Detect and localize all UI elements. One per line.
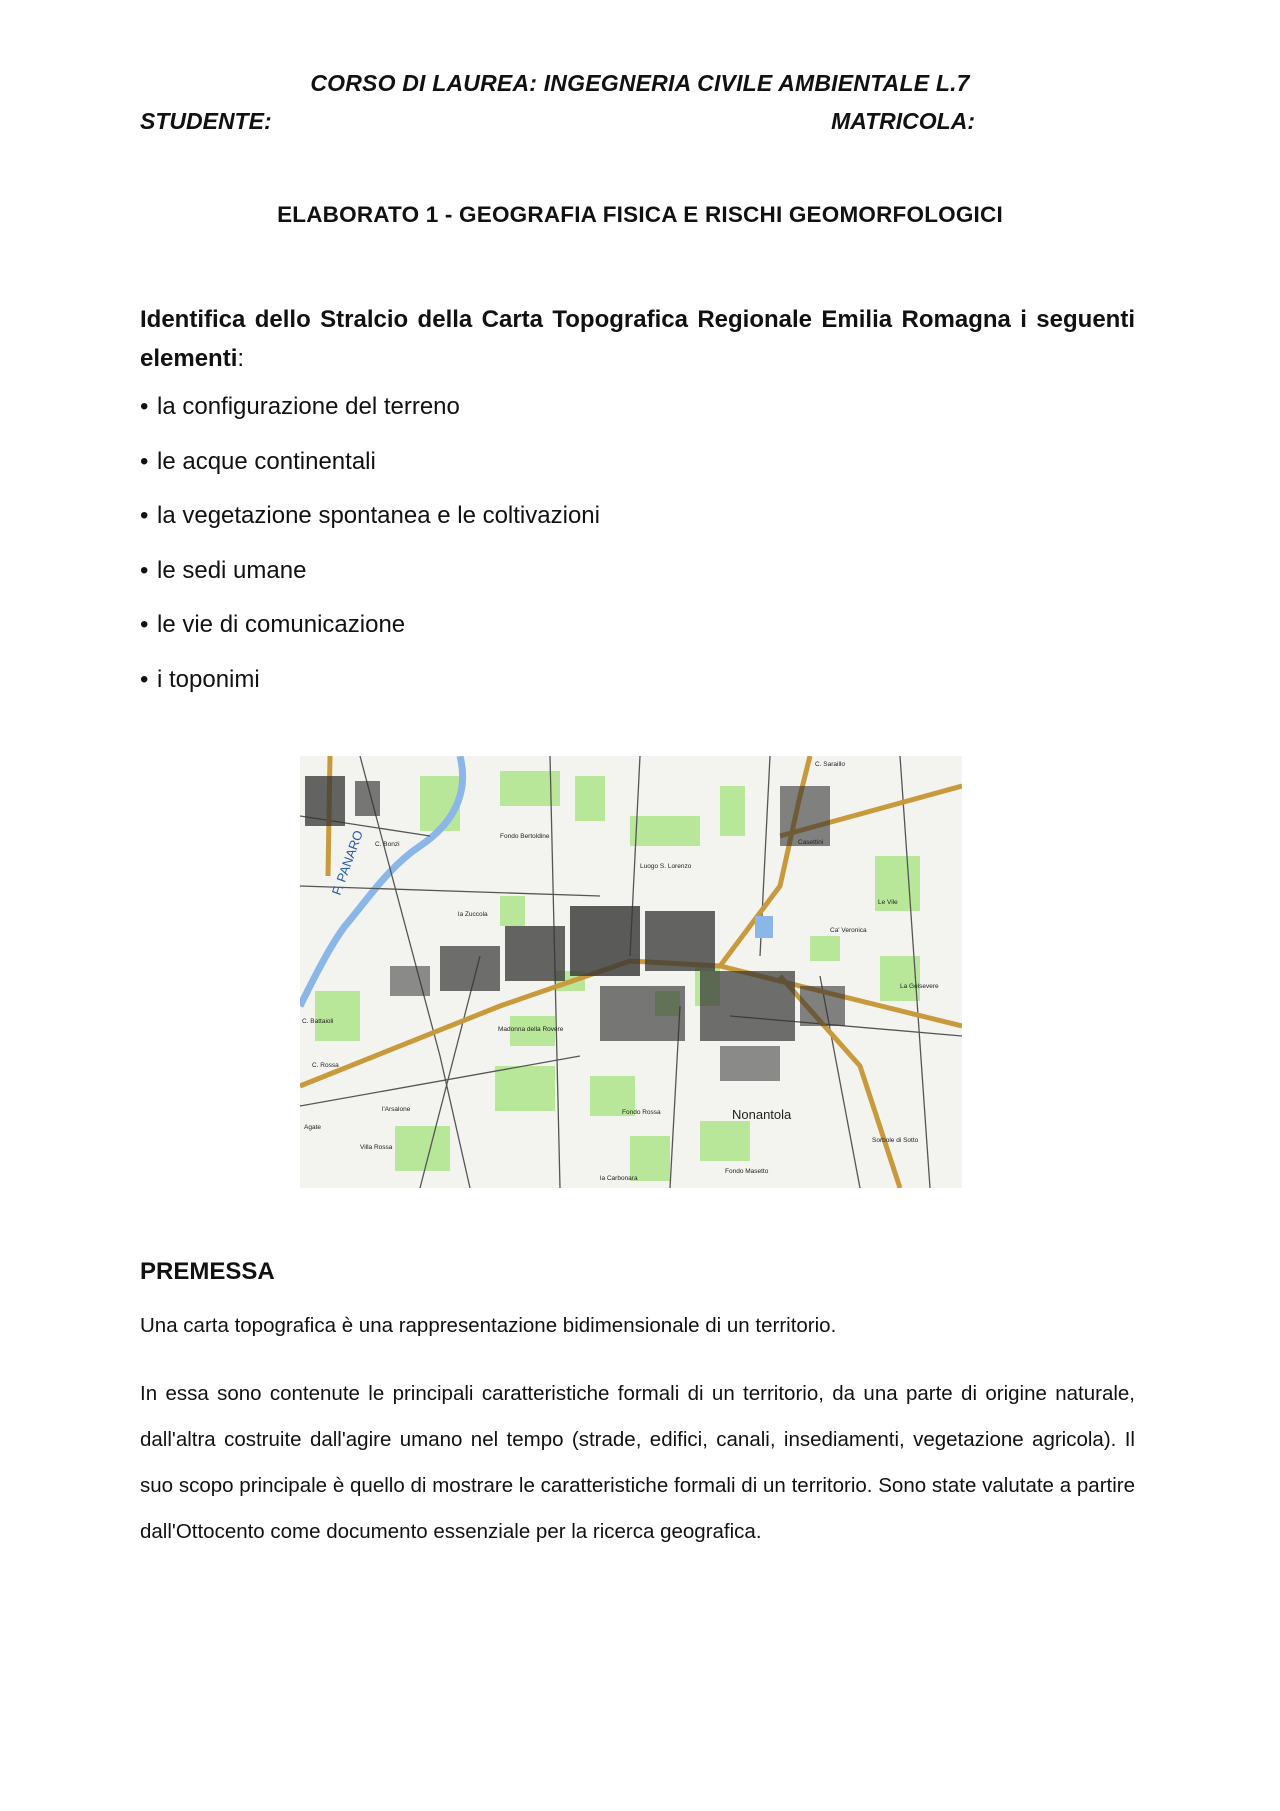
map-place-label: Luogo S. Lorenzo — [640, 863, 692, 870]
matricola-label: MATRICOLA: — [831, 108, 975, 134]
topographic-map — [300, 756, 962, 1188]
intro-suffix: : — [237, 345, 245, 372]
list-item — [140, 665, 1135, 720]
map-place-label: la Carbonara — [600, 1175, 638, 1182]
student-row — [140, 108, 975, 138]
list-item — [140, 556, 1135, 611]
map-place-label: Le Vile — [878, 899, 898, 906]
map-place-label: Fondo Rossa — [622, 1109, 661, 1116]
section-heading: PREMESSA — [140, 1258, 275, 1285]
map-place-label: Fondo Bertoldine — [500, 833, 550, 840]
bullet-icon: • — [140, 393, 149, 420]
intro-paragraph — [140, 300, 1135, 378]
map-place-label: C. Battaioli — [302, 1018, 334, 1025]
map-place-label: Agate — [304, 1124, 321, 1131]
blue-building — [755, 916, 773, 938]
bullet-icon: • — [140, 611, 149, 638]
course-header: CORSO DI LAUREA: INGEGNERIA CIVILE AMBIENTALE L.7 — [310, 70, 970, 96]
map-place-label: Casettini — [798, 839, 824, 846]
bullet-icon: • — [140, 556, 149, 584]
map-place-label: C. Saraillo — [815, 761, 845, 768]
bullet-icon: • — [140, 502, 149, 529]
town-label: Nonantola — [732, 1107, 792, 1122]
list-item — [140, 392, 1135, 447]
river-label: F. PANARO — [328, 828, 366, 898]
bullet-icon: • — [140, 665, 149, 693]
list-item — [140, 501, 1135, 556]
list-item-text: le vie di comunicazione — [157, 611, 406, 638]
paragraph-1: Una carta topografica è una rappresentazione bidimensionale di un territorio. — [140, 1314, 837, 1337]
bullet-icon: • — [140, 447, 149, 475]
paragraph-2: In essa sono contenute le principali caratteristiche formali di un territorio, da una parte di origine naturale, dall'altra costruite dall'agire umano nel tempo (strade, edifici, canali, insediamenti, vegetazione agricola). Il suo scopo principale è quello di mostrare le caratteristiche formali di un territorio. Sono state valutate a partire dall'Ottocento come documento essenziale per la ricerca geografica. — [140, 1382, 1135, 1543]
intro-bold: Identifica dello Stralcio della Carta Topografica Regionale Emilia Romagna i seguenti elementi — [140, 306, 1135, 372]
map-place-label: La Gelsevere — [900, 983, 939, 990]
map-place-label: Fondo Masetto — [725, 1168, 769, 1175]
map-place-label: Madonna della Rovere — [498, 1026, 564, 1033]
map-place-label: Sorbole di Sotto — [872, 1137, 919, 1144]
map-place-label: C. Bonzi — [375, 841, 400, 848]
map-svg — [300, 756, 962, 1188]
map-place-label: Ca' Veronica — [830, 927, 867, 934]
student-label: STUDENTE: — [140, 108, 272, 134]
document-title: ELABORATO 1 - GEOGRAFIA FISICA E RISCHI GEOMORFOLOGICI — [277, 202, 1003, 227]
map-place-label: C. Rossa — [312, 1062, 339, 1069]
list-item-text: i toponimi — [157, 665, 260, 693]
list-item-text: la vegetazione spontanea e le coltivazioni — [157, 502, 600, 529]
list-item — [140, 610, 1135, 665]
list-item — [140, 447, 1135, 502]
map-place-label: la Zuccola — [458, 911, 488, 918]
list-item-text: le acque continentali — [157, 447, 376, 475]
elements-list — [140, 392, 1135, 719]
list-item-text: le sedi umane — [157, 556, 307, 584]
map-place-label: l'Arsalone — [382, 1106, 411, 1113]
list-item-text: la configurazione del terreno — [157, 393, 460, 420]
map-place-label: Villa Rossa — [360, 1144, 393, 1151]
